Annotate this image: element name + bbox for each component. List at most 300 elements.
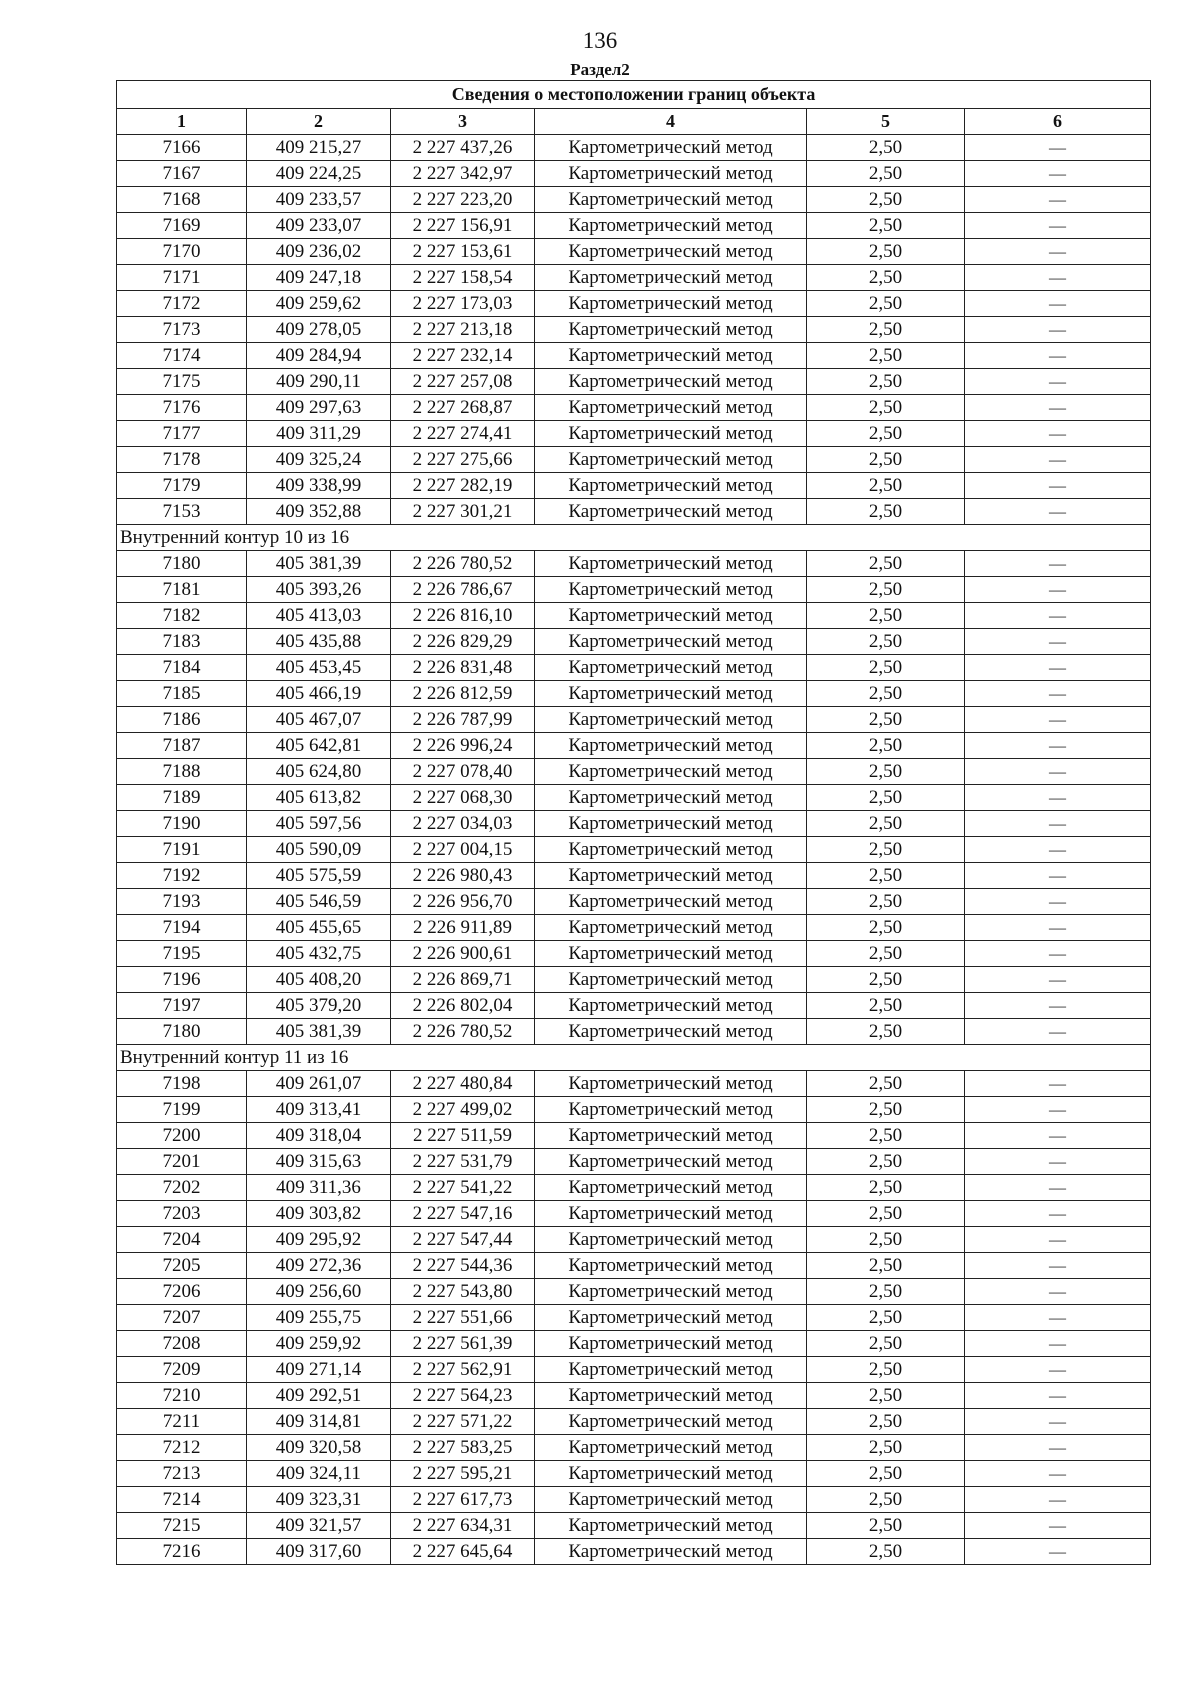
point-number-cell: 7213 xyxy=(117,1461,247,1487)
table-row xyxy=(117,1097,1151,1123)
x-coordinate-cell: 405 379,20 xyxy=(247,993,391,1019)
method-cell: Картометрический метод xyxy=(535,135,807,161)
table-row xyxy=(117,213,1151,239)
section-title: Раздел2 xyxy=(570,60,630,79)
table-row xyxy=(117,1279,1151,1305)
x-coordinate-cell: 409 352,88 xyxy=(247,499,391,525)
x-coordinate-cell: 409 247,18 xyxy=(247,265,391,291)
point-number-cell: 7196 xyxy=(117,967,247,993)
method-cell: Картометрический метод xyxy=(535,785,807,811)
x-coordinate-cell: 409 261,07 xyxy=(247,1071,391,1097)
accuracy-cell: 2,50 xyxy=(807,837,965,863)
accuracy-cell: 2,50 xyxy=(807,447,965,473)
table-body xyxy=(117,81,1151,1565)
y-coordinate-cell: 2 227 541,22 xyxy=(391,1175,535,1201)
y-coordinate-cell: 2 226 787,99 xyxy=(391,707,535,733)
accuracy-cell: 2,50 xyxy=(807,655,965,681)
x-coordinate-cell: 409 290,11 xyxy=(247,369,391,395)
y-coordinate-cell: 2 226 996,24 xyxy=(391,733,535,759)
description-cell: — xyxy=(965,161,1151,187)
accuracy-cell: 2,50 xyxy=(807,1175,965,1201)
point-number-cell: 7176 xyxy=(117,395,247,421)
y-coordinate-cell: 2 227 301,21 xyxy=(391,499,535,525)
point-number-cell: 7189 xyxy=(117,785,247,811)
contour-label: Внутренний контур 10 из 16 xyxy=(117,525,1151,551)
x-coordinate-cell: 409 259,92 xyxy=(247,1331,391,1357)
y-coordinate-cell: 2 227 282,19 xyxy=(391,473,535,499)
method-cell: Картометрический метод xyxy=(535,1331,807,1357)
table-row xyxy=(117,1461,1151,1487)
y-coordinate-cell: 2 227 564,23 xyxy=(391,1383,535,1409)
method-cell: Картометрический метод xyxy=(535,1305,807,1331)
description-cell: — xyxy=(965,837,1151,863)
y-coordinate-cell: 2 227 153,61 xyxy=(391,239,535,265)
table-row xyxy=(117,239,1151,265)
description-cell: — xyxy=(965,213,1151,239)
table-row xyxy=(117,811,1151,837)
method-cell: Картометрический метод xyxy=(535,421,807,447)
description-cell: — xyxy=(965,1461,1151,1487)
table-row xyxy=(117,655,1151,681)
accuracy-cell: 2,50 xyxy=(807,733,965,759)
table-row xyxy=(117,993,1151,1019)
description-cell: — xyxy=(965,1487,1151,1513)
y-coordinate-cell: 2 227 562,91 xyxy=(391,1357,535,1383)
table-row xyxy=(117,291,1151,317)
x-coordinate-cell: 405 467,07 xyxy=(247,707,391,733)
point-number-cell: 7206 xyxy=(117,1279,247,1305)
accuracy-cell: 2,50 xyxy=(807,1071,965,1097)
y-coordinate-cell: 2 227 511,59 xyxy=(391,1123,535,1149)
x-coordinate-cell: 405 546,59 xyxy=(247,889,391,915)
y-coordinate-cell: 2 227 268,87 xyxy=(391,395,535,421)
accuracy-cell: 2,50 xyxy=(807,1513,965,1539)
table-row xyxy=(117,1357,1151,1383)
table-caption: Сведения о местоположении границ объекта xyxy=(117,81,1151,109)
description-cell: — xyxy=(965,915,1151,941)
x-coordinate-cell: 405 455,65 xyxy=(247,915,391,941)
x-coordinate-cell: 405 393,26 xyxy=(247,577,391,603)
description-cell: — xyxy=(965,1253,1151,1279)
method-cell: Картометрический метод xyxy=(535,1409,807,1435)
y-coordinate-cell: 2 227 213,18 xyxy=(391,317,535,343)
y-coordinate-cell: 2 227 158,54 xyxy=(391,265,535,291)
table-row xyxy=(117,915,1151,941)
description-cell: — xyxy=(965,1019,1151,1045)
point-number-cell: 7172 xyxy=(117,291,247,317)
point-number-cell: 7185 xyxy=(117,681,247,707)
method-cell: Картометрический метод xyxy=(535,1357,807,1383)
y-coordinate-cell: 2 226 831,48 xyxy=(391,655,535,681)
point-number-cell: 7203 xyxy=(117,1201,247,1227)
point-number-cell: 7215 xyxy=(117,1513,247,1539)
method-cell: Картометрический метод xyxy=(535,1383,807,1409)
point-number-cell: 7175 xyxy=(117,369,247,395)
method-cell: Картометрический метод xyxy=(535,1253,807,1279)
x-coordinate-cell: 409 236,02 xyxy=(247,239,391,265)
y-coordinate-cell: 2 227 544,36 xyxy=(391,1253,535,1279)
x-coordinate-cell: 409 315,63 xyxy=(247,1149,391,1175)
description-cell: — xyxy=(965,707,1151,733)
method-cell: Картометрический метод xyxy=(535,1019,807,1045)
x-coordinate-cell: 405 381,39 xyxy=(247,1019,391,1045)
page-number: 136 xyxy=(582,28,618,53)
table-row xyxy=(117,421,1151,447)
accuracy-cell: 2,50 xyxy=(807,785,965,811)
x-coordinate-cell: 409 224,25 xyxy=(247,161,391,187)
table-row xyxy=(117,837,1151,863)
point-number-cell: 7169 xyxy=(117,213,247,239)
x-coordinate-cell: 409 313,41 xyxy=(247,1097,391,1123)
point-number-cell: 7179 xyxy=(117,473,247,499)
method-cell: Картометрический метод xyxy=(535,473,807,499)
x-coordinate-cell: 409 271,14 xyxy=(247,1357,391,1383)
x-coordinate-cell: 409 314,81 xyxy=(247,1409,391,1435)
table-row xyxy=(117,1435,1151,1461)
description-cell: — xyxy=(965,447,1151,473)
x-coordinate-cell: 409 311,29 xyxy=(247,421,391,447)
description-cell: — xyxy=(965,603,1151,629)
accuracy-cell: 2,50 xyxy=(807,1019,965,1045)
accuracy-cell: 2,50 xyxy=(807,473,965,499)
description-cell: — xyxy=(965,499,1151,525)
accuracy-cell: 2,50 xyxy=(807,967,965,993)
accuracy-cell: 2,50 xyxy=(807,1409,965,1435)
description-cell: — xyxy=(965,863,1151,889)
accuracy-cell: 2,50 xyxy=(807,369,965,395)
x-coordinate-cell: 405 597,56 xyxy=(247,811,391,837)
method-cell: Картометрический метод xyxy=(535,1435,807,1461)
description-cell: — xyxy=(965,1383,1151,1409)
description-cell: — xyxy=(965,1279,1151,1305)
method-cell: Картометрический метод xyxy=(535,1071,807,1097)
table-row xyxy=(117,317,1151,343)
point-number-cell: 7190 xyxy=(117,811,247,837)
x-coordinate-cell: 409 311,36 xyxy=(247,1175,391,1201)
accuracy-cell: 2,50 xyxy=(807,1201,965,1227)
description-cell: — xyxy=(965,135,1151,161)
column-header-2: 2 xyxy=(247,109,391,135)
boundary-coordinates-table xyxy=(116,80,1151,1565)
method-cell: Картометрический метод xyxy=(535,733,807,759)
description-cell: — xyxy=(965,629,1151,655)
table-row xyxy=(117,1123,1151,1149)
description-cell: — xyxy=(965,967,1151,993)
accuracy-cell: 2,50 xyxy=(807,161,965,187)
point-number-cell: 7188 xyxy=(117,759,247,785)
method-cell: Картометрический метод xyxy=(535,759,807,785)
x-coordinate-cell: 405 435,88 xyxy=(247,629,391,655)
accuracy-cell: 2,50 xyxy=(807,395,965,421)
x-coordinate-cell: 405 624,80 xyxy=(247,759,391,785)
point-number-cell: 7207 xyxy=(117,1305,247,1331)
description-cell: — xyxy=(965,473,1151,499)
method-cell: Картометрический метод xyxy=(535,993,807,1019)
point-number-cell: 7198 xyxy=(117,1071,247,1097)
point-number-cell: 7184 xyxy=(117,655,247,681)
description-cell: — xyxy=(965,1331,1151,1357)
table-row xyxy=(117,473,1151,499)
point-number-cell: 7166 xyxy=(117,135,247,161)
method-cell: Картометрический метод xyxy=(535,1149,807,1175)
x-coordinate-cell: 409 338,99 xyxy=(247,473,391,499)
description-cell: — xyxy=(965,369,1151,395)
table-row xyxy=(117,1175,1151,1201)
table-row xyxy=(117,577,1151,603)
accuracy-cell: 2,50 xyxy=(807,1539,965,1565)
point-number-cell: 7178 xyxy=(117,447,247,473)
accuracy-cell: 2,50 xyxy=(807,1227,965,1253)
accuracy-cell: 2,50 xyxy=(807,1279,965,1305)
point-number-cell: 7209 xyxy=(117,1357,247,1383)
accuracy-cell: 2,50 xyxy=(807,915,965,941)
table-row xyxy=(117,395,1151,421)
method-cell: Картометрический метод xyxy=(535,941,807,967)
method-cell: Картометрический метод xyxy=(535,161,807,187)
table-row xyxy=(117,733,1151,759)
accuracy-cell: 2,50 xyxy=(807,941,965,967)
method-cell: Картометрический метод xyxy=(535,707,807,733)
x-coordinate-cell: 405 408,20 xyxy=(247,967,391,993)
column-header-4: 4 xyxy=(535,109,807,135)
table-row xyxy=(117,265,1151,291)
x-coordinate-cell: 409 292,51 xyxy=(247,1383,391,1409)
table-row xyxy=(117,551,1151,577)
table-row xyxy=(117,1149,1151,1175)
method-cell: Картометрический метод xyxy=(535,213,807,239)
accuracy-cell: 2,50 xyxy=(807,707,965,733)
accuracy-cell: 2,50 xyxy=(807,421,965,447)
accuracy-cell: 2,50 xyxy=(807,239,965,265)
method-cell: Картометрический метод xyxy=(535,1123,807,1149)
point-number-cell: 7153 xyxy=(117,499,247,525)
table-row xyxy=(117,1253,1151,1279)
y-coordinate-cell: 2 227 645,64 xyxy=(391,1539,535,1565)
description-cell: — xyxy=(965,889,1151,915)
accuracy-cell: 2,50 xyxy=(807,1357,965,1383)
method-cell: Картометрический метод xyxy=(535,577,807,603)
x-coordinate-cell: 409 324,11 xyxy=(247,1461,391,1487)
y-coordinate-cell: 2 226 869,71 xyxy=(391,967,535,993)
description-cell: — xyxy=(965,1123,1151,1149)
point-number-cell: 7183 xyxy=(117,629,247,655)
method-cell: Картометрический метод xyxy=(535,291,807,317)
table-row xyxy=(117,629,1151,655)
method-cell: Картометрический метод xyxy=(535,603,807,629)
column-header-6: 6 xyxy=(965,109,1151,135)
y-coordinate-cell: 2 227 543,80 xyxy=(391,1279,535,1305)
accuracy-cell: 2,50 xyxy=(807,213,965,239)
accuracy-cell: 2,50 xyxy=(807,187,965,213)
method-cell: Картометрический метод xyxy=(535,837,807,863)
method-cell: Картометрический метод xyxy=(535,1097,807,1123)
y-coordinate-cell: 2 227 342,97 xyxy=(391,161,535,187)
y-coordinate-cell: 2 227 595,21 xyxy=(391,1461,535,1487)
method-cell: Картометрический метод xyxy=(535,395,807,421)
description-cell: — xyxy=(965,1071,1151,1097)
point-number-cell: 7216 xyxy=(117,1539,247,1565)
y-coordinate-cell: 2 227 480,84 xyxy=(391,1071,535,1097)
description-cell: — xyxy=(965,1357,1151,1383)
description-cell: — xyxy=(965,1227,1151,1253)
method-cell: Картометрический метод xyxy=(535,1227,807,1253)
x-coordinate-cell: 405 642,81 xyxy=(247,733,391,759)
point-number-cell: 7205 xyxy=(117,1253,247,1279)
point-number-cell: 7187 xyxy=(117,733,247,759)
description-cell: — xyxy=(965,733,1151,759)
table-row xyxy=(117,135,1151,161)
y-coordinate-cell: 2 227 078,40 xyxy=(391,759,535,785)
y-coordinate-cell: 2 227 531,79 xyxy=(391,1149,535,1175)
accuracy-cell: 2,50 xyxy=(807,1435,965,1461)
point-number-cell: 7180 xyxy=(117,1019,247,1045)
accuracy-cell: 2,50 xyxy=(807,1461,965,1487)
table-row xyxy=(117,343,1151,369)
table-row xyxy=(117,499,1151,525)
description-cell: — xyxy=(965,291,1151,317)
method-cell: Картометрический метод xyxy=(535,187,807,213)
point-number-cell: 7182 xyxy=(117,603,247,629)
y-coordinate-cell: 2 227 034,03 xyxy=(391,811,535,837)
accuracy-cell: 2,50 xyxy=(807,629,965,655)
point-number-cell: 7192 xyxy=(117,863,247,889)
x-coordinate-cell: 409 318,04 xyxy=(247,1123,391,1149)
y-coordinate-cell: 2 226 911,89 xyxy=(391,915,535,941)
description-cell: — xyxy=(965,785,1151,811)
x-coordinate-cell: 409 303,82 xyxy=(247,1201,391,1227)
point-number-cell: 7191 xyxy=(117,837,247,863)
description-cell: — xyxy=(965,1513,1151,1539)
y-coordinate-cell: 2 226 956,70 xyxy=(391,889,535,915)
column-header-5: 5 xyxy=(807,109,965,135)
x-coordinate-cell: 405 453,45 xyxy=(247,655,391,681)
point-number-cell: 7170 xyxy=(117,239,247,265)
table-row xyxy=(117,1331,1151,1357)
method-cell: Картометрический метод xyxy=(535,863,807,889)
x-coordinate-cell: 409 297,63 xyxy=(247,395,391,421)
y-coordinate-cell: 2 226 816,10 xyxy=(391,603,535,629)
table-row xyxy=(117,1071,1151,1097)
y-coordinate-cell: 2 227 437,26 xyxy=(391,135,535,161)
method-cell: Картометрический метод xyxy=(535,889,807,915)
point-number-cell: 7212 xyxy=(117,1435,247,1461)
description-cell: — xyxy=(965,655,1151,681)
table-row xyxy=(117,1383,1151,1409)
x-coordinate-cell: 405 413,03 xyxy=(247,603,391,629)
table-row xyxy=(117,187,1151,213)
y-coordinate-cell: 2 227 275,66 xyxy=(391,447,535,473)
y-coordinate-cell: 2 227 617,73 xyxy=(391,1487,535,1513)
x-coordinate-cell: 409 325,24 xyxy=(247,447,391,473)
table-row xyxy=(117,1513,1151,1539)
y-coordinate-cell: 2 227 571,22 xyxy=(391,1409,535,1435)
point-number-cell: 7211 xyxy=(117,1409,247,1435)
description-cell: — xyxy=(965,941,1151,967)
table-row xyxy=(117,967,1151,993)
y-coordinate-cell: 2 226 802,04 xyxy=(391,993,535,1019)
y-coordinate-cell: 2 227 274,41 xyxy=(391,421,535,447)
accuracy-cell: 2,50 xyxy=(807,1331,965,1357)
point-number-cell: 7180 xyxy=(117,551,247,577)
method-cell: Картометрический метод xyxy=(535,681,807,707)
point-number-cell: 7174 xyxy=(117,343,247,369)
method-cell: Картометрический метод xyxy=(535,915,807,941)
y-coordinate-cell: 2 227 156,91 xyxy=(391,213,535,239)
x-coordinate-cell: 405 613,82 xyxy=(247,785,391,811)
y-coordinate-cell: 2 226 980,43 xyxy=(391,863,535,889)
description-cell: — xyxy=(965,551,1151,577)
point-number-cell: 7201 xyxy=(117,1149,247,1175)
method-cell: Картометрический метод xyxy=(535,499,807,525)
x-coordinate-cell: 409 256,60 xyxy=(247,1279,391,1305)
y-coordinate-cell: 2 226 829,29 xyxy=(391,629,535,655)
accuracy-cell: 2,50 xyxy=(807,499,965,525)
y-coordinate-cell: 2 226 780,52 xyxy=(391,551,535,577)
x-coordinate-cell: 409 320,58 xyxy=(247,1435,391,1461)
table-row xyxy=(117,161,1151,187)
point-number-cell: 7214 xyxy=(117,1487,247,1513)
description-cell: — xyxy=(965,1435,1151,1461)
description-cell: — xyxy=(965,1539,1151,1565)
y-coordinate-cell: 2 226 780,52 xyxy=(391,1019,535,1045)
description-cell: — xyxy=(965,1097,1151,1123)
x-coordinate-cell: 409 233,07 xyxy=(247,213,391,239)
y-coordinate-cell: 2 227 547,16 xyxy=(391,1201,535,1227)
accuracy-cell: 2,50 xyxy=(807,993,965,1019)
method-cell: Картометрический метод xyxy=(535,655,807,681)
method-cell: Картометрический метод xyxy=(535,551,807,577)
x-coordinate-cell: 409 323,31 xyxy=(247,1487,391,1513)
accuracy-cell: 2,50 xyxy=(807,681,965,707)
method-cell: Картометрический метод xyxy=(535,369,807,395)
column-header-row xyxy=(117,109,1151,135)
y-coordinate-cell: 2 226 786,67 xyxy=(391,577,535,603)
method-cell: Картометрический метод xyxy=(535,265,807,291)
contour-label: Внутренний контур 11 из 16 xyxy=(117,1045,1151,1071)
x-coordinate-cell: 405 590,09 xyxy=(247,837,391,863)
method-cell: Картометрический метод xyxy=(535,1279,807,1305)
point-number-cell: 7204 xyxy=(117,1227,247,1253)
description-cell: — xyxy=(965,681,1151,707)
method-cell: Картометрический метод xyxy=(535,343,807,369)
table-row xyxy=(117,889,1151,915)
contour-header-row xyxy=(117,525,1151,551)
description-cell: — xyxy=(965,993,1151,1019)
method-cell: Картометрический метод xyxy=(535,317,807,343)
x-coordinate-cell: 405 466,19 xyxy=(247,681,391,707)
point-number-cell: 7210 xyxy=(117,1383,247,1409)
accuracy-cell: 2,50 xyxy=(807,1097,965,1123)
table-row xyxy=(117,759,1151,785)
method-cell: Картометрический метод xyxy=(535,447,807,473)
x-coordinate-cell: 405 575,59 xyxy=(247,863,391,889)
table-row xyxy=(117,681,1151,707)
table-row xyxy=(117,1201,1151,1227)
table-row xyxy=(117,1305,1151,1331)
method-cell: Картометрический метод xyxy=(535,1461,807,1487)
method-cell: Картометрический метод xyxy=(535,967,807,993)
x-coordinate-cell: 409 233,57 xyxy=(247,187,391,213)
description-cell: — xyxy=(965,1305,1151,1331)
point-number-cell: 7202 xyxy=(117,1175,247,1201)
point-number-cell: 7173 xyxy=(117,317,247,343)
x-coordinate-cell: 409 295,92 xyxy=(247,1227,391,1253)
description-cell: — xyxy=(965,421,1151,447)
point-number-cell: 7199 xyxy=(117,1097,247,1123)
description-cell: — xyxy=(965,239,1151,265)
method-cell: Картометрический метод xyxy=(535,1513,807,1539)
point-number-cell: 7167 xyxy=(117,161,247,187)
